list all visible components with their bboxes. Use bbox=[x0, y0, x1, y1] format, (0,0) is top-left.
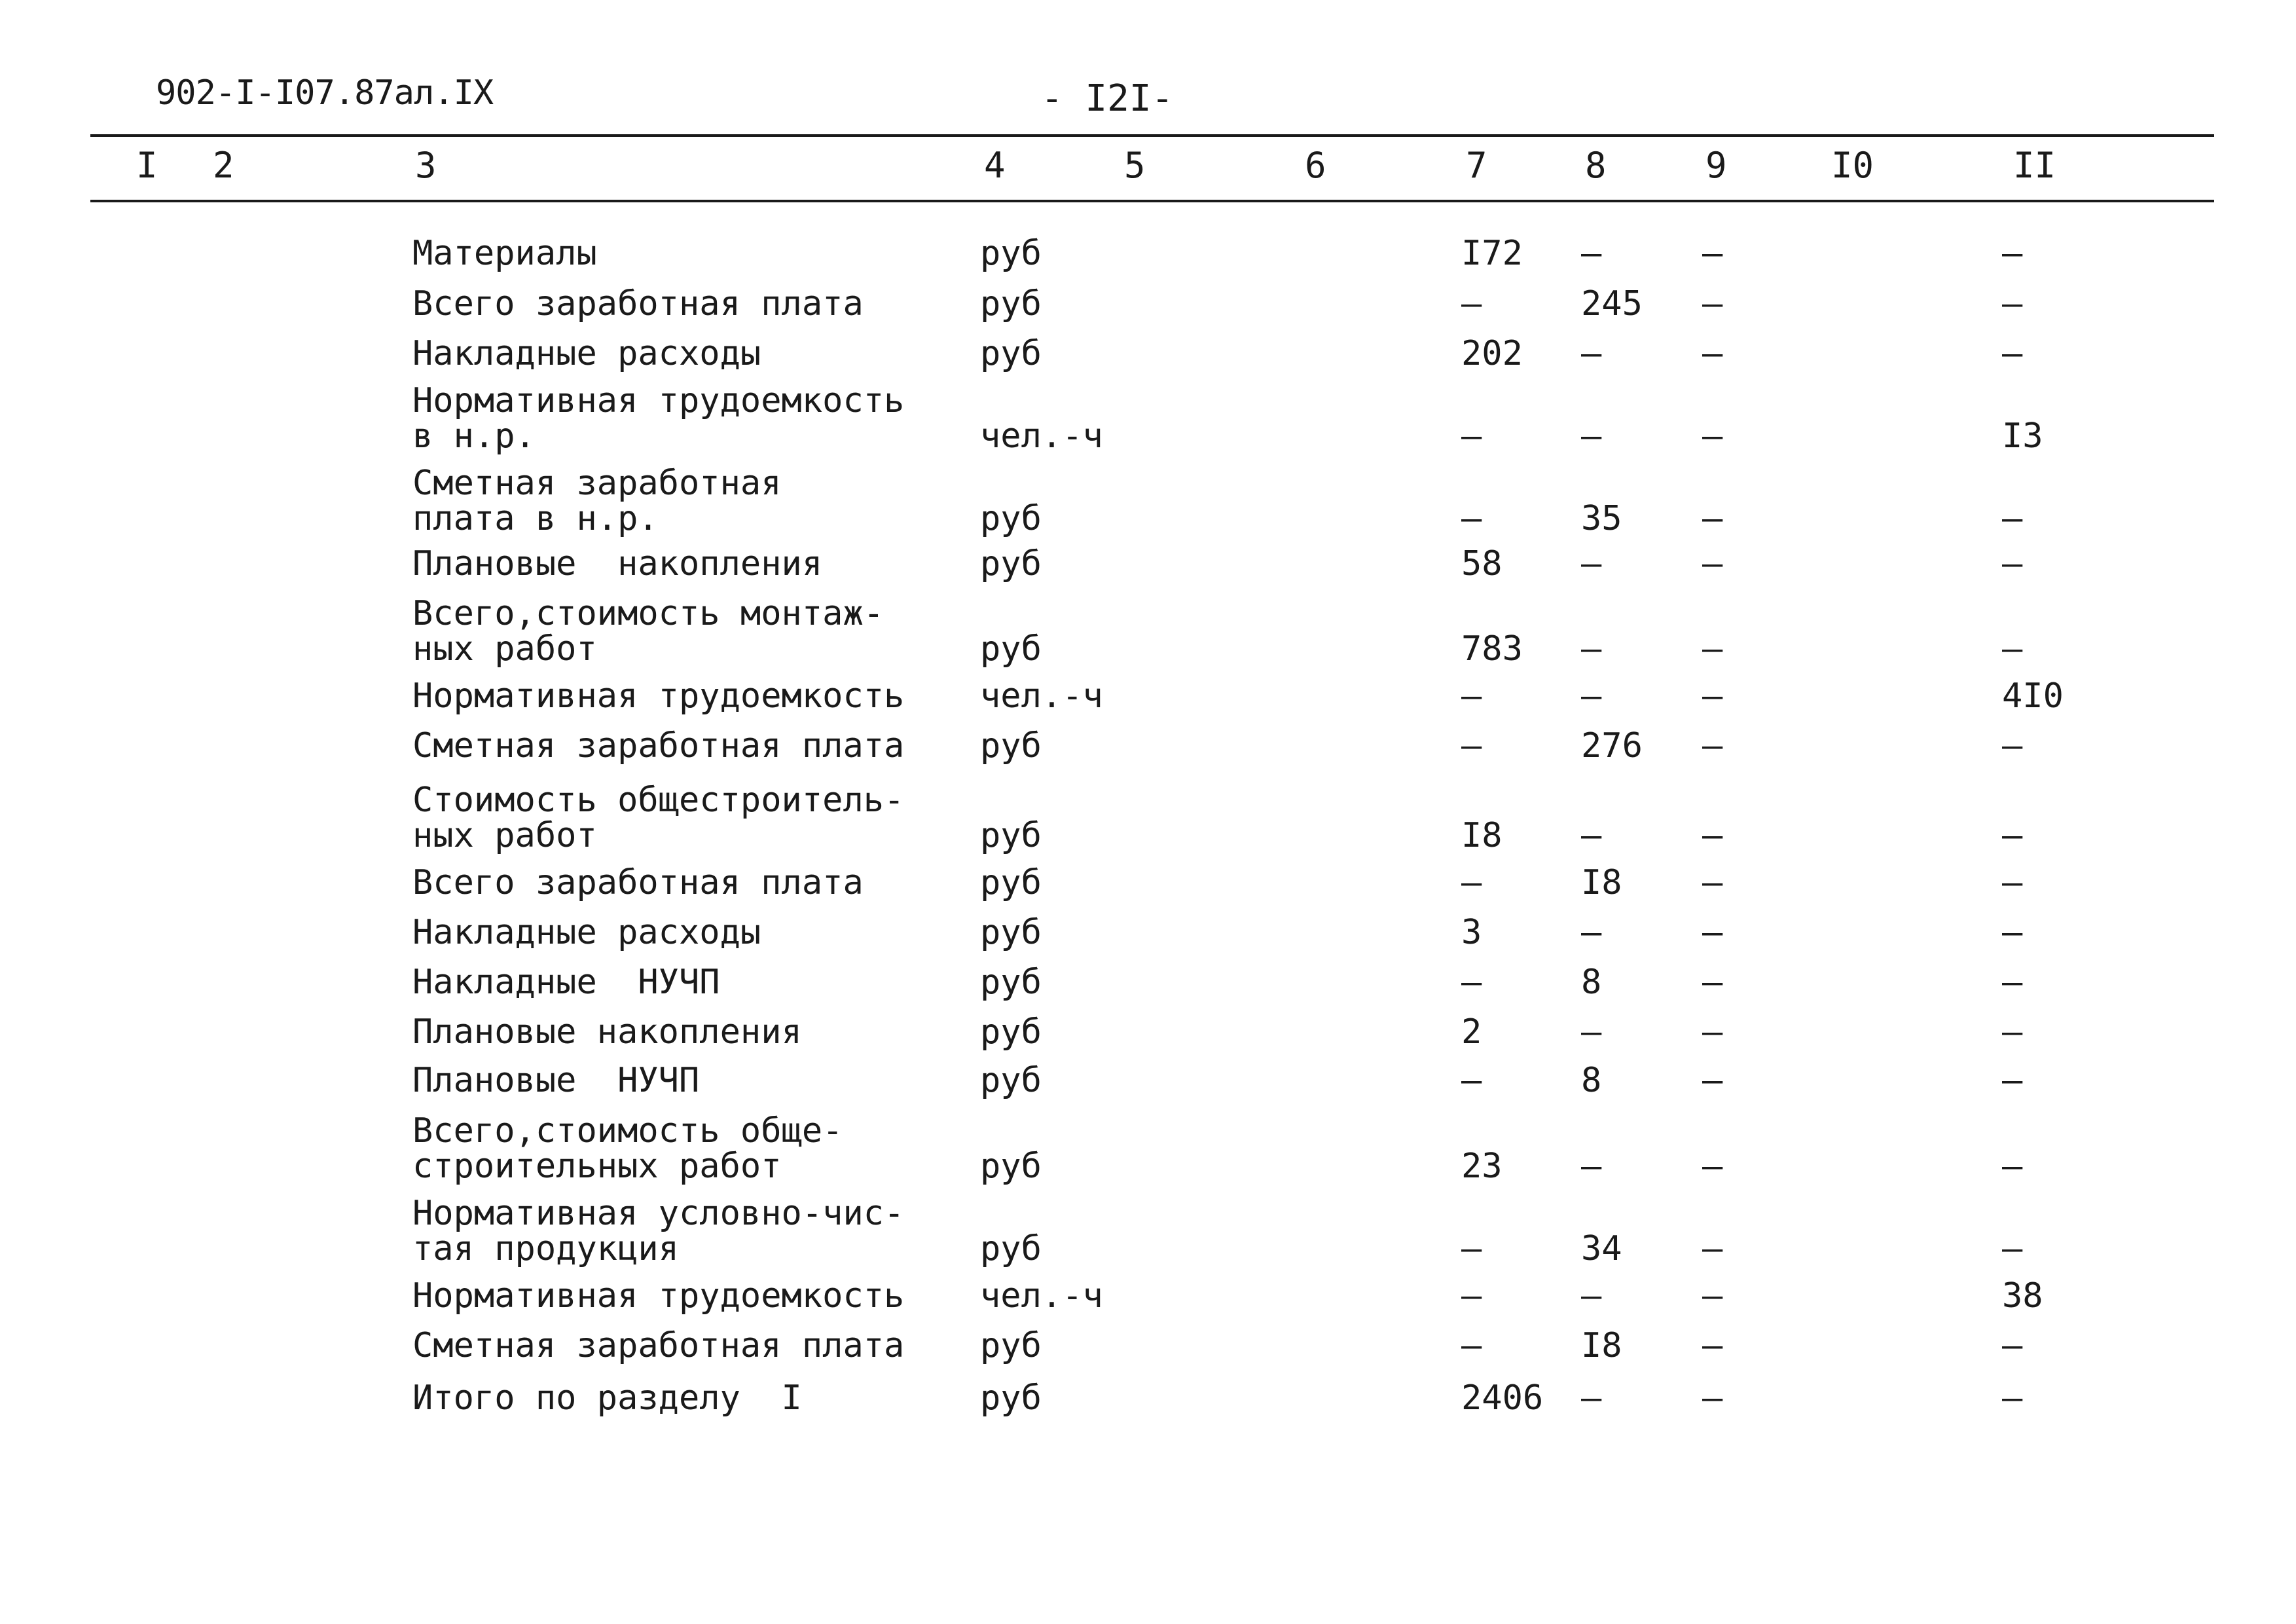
row-col8-value: – bbox=[1581, 1012, 1602, 1052]
row-col11-value: 38 bbox=[2002, 1276, 2043, 1316]
row-col7-value: I8 bbox=[1461, 816, 1503, 855]
document-code: 902-I-I07.87ал.IX bbox=[156, 73, 494, 113]
row-col11-value: – bbox=[2002, 234, 2023, 273]
row-col8-value: – bbox=[1581, 1378, 1602, 1418]
row-label: Сметная заработная плата bbox=[412, 1326, 905, 1365]
table-header-rule bbox=[90, 200, 2214, 202]
row-label: Материалы bbox=[412, 234, 597, 273]
row-unit: чел.-ч bbox=[980, 416, 1103, 456]
row-unit: чел.-ч bbox=[980, 1276, 1103, 1316]
row-col8-value: – bbox=[1581, 629, 1602, 669]
row-col9-value: – bbox=[1702, 629, 1723, 669]
row-col11-value: – bbox=[2002, 544, 2023, 583]
column-header-5: 5 bbox=[1124, 145, 1146, 186]
row-col11-value: I3 bbox=[2002, 416, 2043, 456]
row-col9-value: – bbox=[1702, 1147, 1723, 1186]
column-header-11: II bbox=[2013, 145, 2056, 186]
row-unit: руб bbox=[980, 816, 1042, 855]
row-col11-value: – bbox=[2002, 1378, 2023, 1418]
row-col9-value: – bbox=[1702, 544, 1723, 583]
row-col9-value: – bbox=[1702, 1012, 1723, 1052]
row-unit: руб bbox=[980, 499, 1042, 538]
row-col7-value: 783 bbox=[1461, 629, 1523, 669]
table-top-rule bbox=[90, 134, 2214, 137]
row-unit: руб bbox=[980, 544, 1042, 583]
row-unit: руб bbox=[980, 726, 1042, 766]
row-col11-value: – bbox=[2002, 284, 2023, 323]
row-col11-value: 4I0 bbox=[2002, 676, 2064, 716]
row-col9-value: – bbox=[1702, 1229, 1723, 1268]
column-header-8: 8 bbox=[1585, 145, 1607, 186]
row-col9-value: – bbox=[1702, 284, 1723, 323]
row-label: Всего,стоимость обще- строительных работ bbox=[412, 1111, 843, 1186]
column-header-3: 3 bbox=[415, 145, 437, 186]
row-col7-value: – bbox=[1461, 416, 1482, 456]
row-col7-value: – bbox=[1461, 1061, 1482, 1100]
row-label: Всего заработная плата bbox=[412, 284, 864, 323]
row-label: Накладные НУЧП bbox=[412, 963, 720, 1002]
row-label: Стоимость общестроитель- ных работ bbox=[412, 781, 905, 855]
row-label: Плановые накопления bbox=[412, 544, 823, 583]
row-unit: руб bbox=[980, 1229, 1042, 1268]
row-unit: руб bbox=[980, 1147, 1042, 1186]
row-col9-value: – bbox=[1702, 1276, 1723, 1316]
row-col11-value: – bbox=[2002, 963, 2023, 1002]
row-col8-value: – bbox=[1581, 234, 1602, 273]
row-label: Всего заработная плата bbox=[412, 863, 864, 902]
row-unit: руб bbox=[980, 963, 1042, 1002]
row-col7-value: 23 bbox=[1461, 1147, 1503, 1186]
row-col9-value: – bbox=[1702, 1061, 1723, 1100]
row-col9-value: – bbox=[1702, 863, 1723, 902]
row-col7-value: – bbox=[1461, 284, 1482, 323]
row-col7-value: I72 bbox=[1461, 234, 1523, 273]
row-col7-value: 2406 bbox=[1461, 1378, 1544, 1418]
row-col8-value: 276 bbox=[1581, 726, 1643, 766]
column-header-10: I0 bbox=[1831, 145, 1874, 186]
row-col8-value: I8 bbox=[1581, 863, 1622, 902]
row-col7-value: – bbox=[1461, 726, 1482, 766]
row-col8-value: I8 bbox=[1581, 1326, 1622, 1365]
row-col8-value: – bbox=[1581, 1147, 1602, 1186]
row-col8-value: 245 bbox=[1581, 284, 1643, 323]
row-col8-value: 8 bbox=[1581, 963, 1602, 1002]
row-col8-value: 34 bbox=[1581, 1229, 1622, 1268]
row-unit: руб bbox=[980, 629, 1042, 669]
column-header-7: 7 bbox=[1466, 145, 1487, 186]
row-unit: руб bbox=[980, 284, 1042, 323]
row-col11-value: – bbox=[2002, 1012, 2023, 1052]
row-label: Накладные расходы bbox=[412, 334, 761, 373]
row-label: Нормативная трудоемкость bbox=[412, 676, 905, 716]
row-col7-value: – bbox=[1461, 1229, 1482, 1268]
row-col8-value: – bbox=[1581, 544, 1602, 583]
row-col11-value: – bbox=[2002, 816, 2023, 855]
row-col7-value: 202 bbox=[1461, 334, 1523, 373]
row-col7-value: – bbox=[1461, 1326, 1482, 1365]
column-header-2: 2 bbox=[213, 145, 234, 186]
column-header-1: I bbox=[136, 145, 158, 186]
row-col11-value: – bbox=[2002, 1326, 2023, 1365]
row-col7-value: 58 bbox=[1461, 544, 1503, 583]
row-col11-value: – bbox=[2002, 1061, 2023, 1100]
row-unit: руб bbox=[980, 863, 1042, 902]
row-col7-value: 3 bbox=[1461, 913, 1482, 952]
row-col9-value: – bbox=[1702, 334, 1723, 373]
row-col9-value: – bbox=[1702, 913, 1723, 952]
row-col8-value: 35 bbox=[1581, 499, 1622, 538]
row-label: Плановые накопления bbox=[412, 1012, 802, 1052]
row-unit: руб bbox=[980, 1012, 1042, 1052]
row-unit: руб bbox=[980, 913, 1042, 952]
row-unit: чел.-ч bbox=[980, 676, 1103, 716]
row-col8-value: – bbox=[1581, 416, 1602, 456]
row-col11-value: – bbox=[2002, 499, 2023, 538]
row-label: Итого по разделу I bbox=[412, 1378, 802, 1418]
row-col11-value: – bbox=[2002, 726, 2023, 766]
page-number: - I2I- bbox=[1041, 77, 1174, 120]
row-col9-value: – bbox=[1702, 1378, 1723, 1418]
row-col7-value: 2 bbox=[1461, 1012, 1482, 1052]
row-col7-value: – bbox=[1461, 863, 1482, 902]
row-col8-value: – bbox=[1581, 816, 1602, 855]
row-label: Накладные расходы bbox=[412, 913, 761, 952]
row-label: Сметная заработная плата в н.р. bbox=[412, 464, 782, 538]
row-col9-value: – bbox=[1702, 1326, 1723, 1365]
row-col11-value: – bbox=[2002, 629, 2023, 669]
row-unit: руб bbox=[980, 1378, 1042, 1418]
row-col7-value: – bbox=[1461, 1276, 1482, 1316]
row-col11-value: – bbox=[2002, 913, 2023, 952]
row-col9-value: – bbox=[1702, 499, 1723, 538]
column-header-9: 9 bbox=[1705, 145, 1727, 186]
row-col11-value: – bbox=[2002, 1147, 2023, 1186]
row-label: Сметная заработная плата bbox=[412, 726, 905, 766]
column-header-4: 4 bbox=[984, 145, 1006, 186]
row-label: Плановые НУЧП bbox=[412, 1061, 700, 1100]
row-col11-value: – bbox=[2002, 863, 2023, 902]
row-label: Нормативная условно-чис- тая продукция bbox=[412, 1194, 905, 1268]
row-unit: руб bbox=[980, 334, 1042, 373]
row-col8-value: 8 bbox=[1581, 1061, 1602, 1100]
row-col9-value: – bbox=[1702, 416, 1723, 456]
row-col8-value: – bbox=[1581, 913, 1602, 952]
row-col8-value: – bbox=[1581, 676, 1602, 716]
row-col11-value: – bbox=[2002, 1229, 2023, 1268]
row-col7-value: – bbox=[1461, 676, 1482, 716]
row-col9-value: – bbox=[1702, 676, 1723, 716]
column-header-6: 6 bbox=[1305, 145, 1326, 186]
row-col9-value: – bbox=[1702, 726, 1723, 766]
row-col9-value: – bbox=[1702, 234, 1723, 273]
row-label: Всего,стоимость монтаж- ных работ bbox=[412, 594, 884, 669]
row-col7-value: – bbox=[1461, 963, 1482, 1002]
row-col7-value: – bbox=[1461, 499, 1482, 538]
row-col9-value: – bbox=[1702, 963, 1723, 1002]
row-col8-value: – bbox=[1581, 334, 1602, 373]
row-col9-value: – bbox=[1702, 816, 1723, 855]
row-unit: руб bbox=[980, 234, 1042, 273]
row-unit: руб bbox=[980, 1326, 1042, 1365]
row-label: Нормативная трудоемкость bbox=[412, 1276, 905, 1316]
row-label: Нормативная трудоемкость в н.р. bbox=[412, 381, 905, 456]
row-col11-value: – bbox=[2002, 334, 2023, 373]
row-unit: руб bbox=[980, 1061, 1042, 1100]
row-col8-value: – bbox=[1581, 1276, 1602, 1316]
